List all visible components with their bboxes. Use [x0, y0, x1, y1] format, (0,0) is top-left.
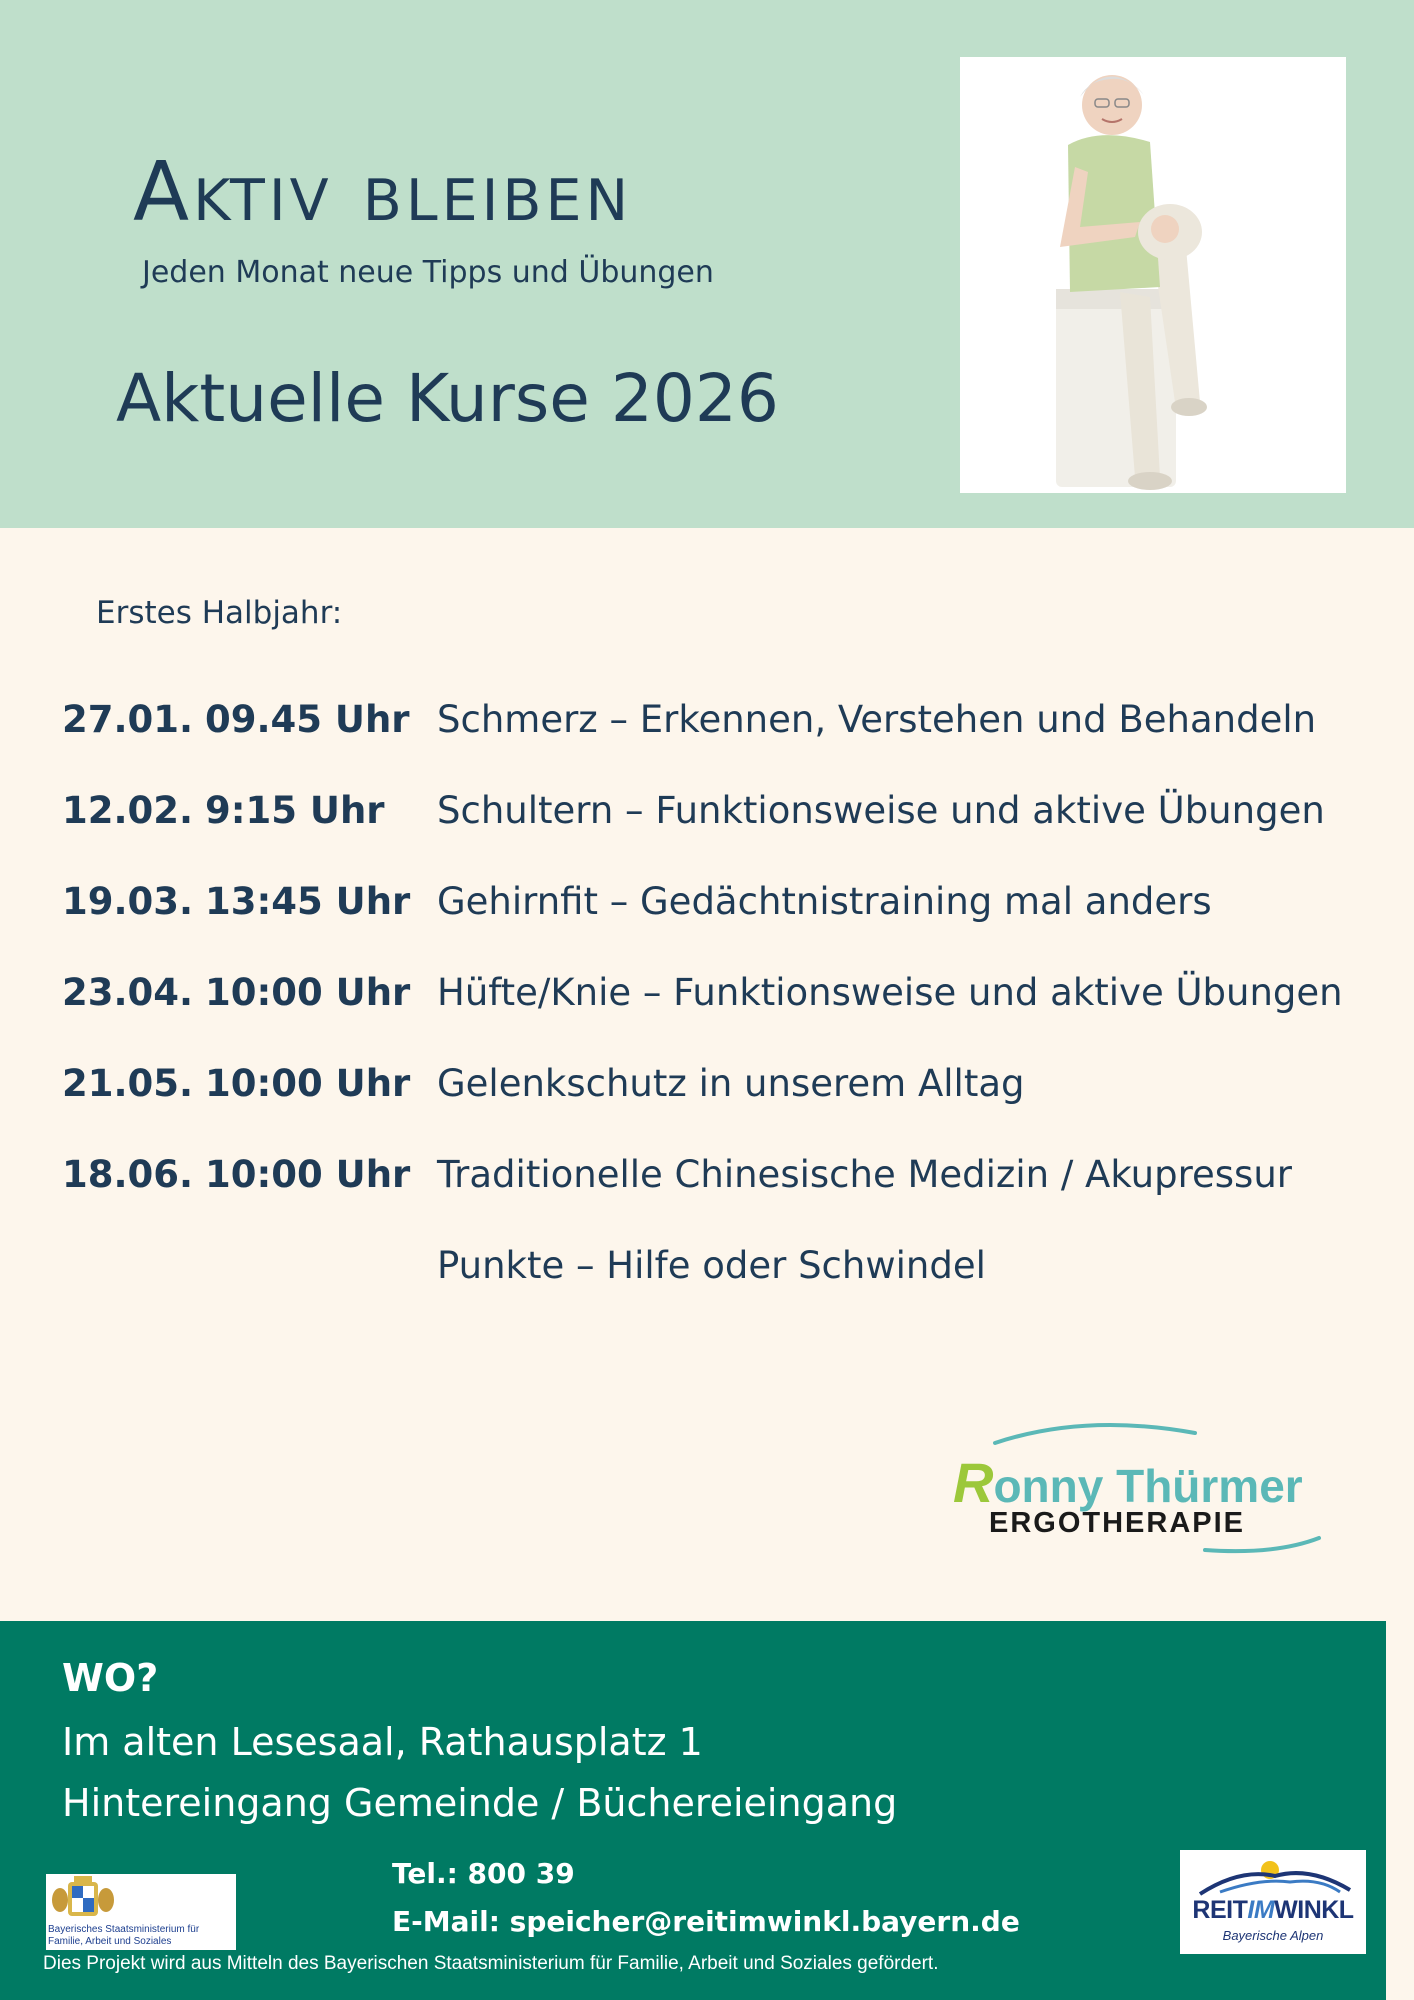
ministry-line: Bayerisches Staatsministerium für [48, 1924, 200, 1935]
funding-note: Dies Projekt wird aus Mitteln des Bayerischen Staatsministerium für Familie, Arbeit und Soziales gefördert. [43, 1953, 939, 1974]
course-time: 09.45 Uhr [205, 698, 410, 741]
course-time: 10:00 Uhr [205, 1153, 411, 1196]
page-title [133, 145, 632, 240]
title-text: Aktiv bleiben [133, 145, 633, 240]
course-date: 12.02. [62, 789, 194, 832]
course-topic: Schultern – Funktionsweise und aktive Übungen [437, 789, 1325, 832]
photo-illustration [960, 57, 1346, 493]
address-line: Hintereingang Gemeinde / Büchereieingang [62, 1781, 898, 1825]
mountain-sun-icon [1180, 1850, 1366, 1900]
schedule-row [0, 1244, 1414, 1304]
schedule-row [0, 698, 1414, 758]
course-topic: Traditionelle Chinesische Medizin / Akupressur [437, 1153, 1292, 1196]
course-topic: Gehirnfit – Gedächtnistraining mal anders [437, 880, 1212, 923]
logo-initial: R [953, 1451, 994, 1514]
course-time: 9:15 Uhr [205, 789, 385, 832]
logo-name [953, 1450, 1303, 1515]
ergotherapie-logo [935, 1415, 1335, 1565]
schedule-row [0, 1153, 1414, 1213]
bavarian-crest-icon [48, 1876, 118, 1922]
course-time: 10:00 Uhr [205, 1062, 411, 1105]
ministry-logo [46, 1874, 236, 1950]
course-topic: Hüfte/Knie – Funktionsweise und aktive Übungen [437, 971, 1343, 1014]
reit-name-part: IM [1247, 1896, 1275, 1924]
reit-name-part: REIT [1192, 1896, 1248, 1924]
course-topic: Schmerz – Erkennen, Verstehen und Behandeln [437, 698, 1317, 741]
logo-name-rest: onny Thürmer [993, 1460, 1303, 1512]
course-topic: Punkte – Hilfe oder Schwindel [437, 1244, 986, 1287]
reit-name-part: WINKL [1274, 1896, 1354, 1924]
ministry-line: Familie, Arbeit und Soziales [48, 1936, 172, 1947]
reit-subtitle: Bayerische Alpen [1222, 1928, 1324, 1943]
course-time: 13:45 Uhr [205, 880, 411, 923]
schedule-row [0, 880, 1414, 940]
page-subtitle: Jeden Monat neue Tipps und Übungen [142, 255, 714, 290]
address-line: Im alten Lesesaal, Rathausplatz 1 [62, 1720, 703, 1764]
courses-heading: Aktuelle Kurse 2026 [116, 360, 779, 437]
course-topic: Gelenkschutz in unserem Alltag [437, 1062, 1025, 1105]
course-date: 21.05. [62, 1062, 194, 1105]
schedule-row [0, 789, 1414, 849]
reit-name [1180, 1896, 1366, 1925]
course-date: 27.01. [62, 698, 194, 741]
course-time: 10:00 Uhr [205, 971, 411, 1014]
course-date: 19.03. [62, 880, 194, 923]
phone-number: Tel.: 800 39 [392, 1857, 575, 1890]
schedule-row [0, 1062, 1414, 1122]
reit-im-winkl-logo [1180, 1850, 1366, 1954]
course-date: 18.06. [62, 1153, 194, 1196]
ministry-name [48, 1924, 199, 1948]
schedule-row [0, 971, 1414, 1031]
senior-woman-photo [960, 57, 1346, 493]
course-date: 23.04. [62, 971, 194, 1014]
where-label: WO? [62, 1656, 159, 1700]
logo-subtitle: ERGOTHERAPIE [989, 1507, 1246, 1539]
email-address: E-Mail: speicher@reitimwinkl.bayern.de [392, 1905, 1020, 1938]
half-year-label: Erstes Halbjahr: [96, 595, 343, 631]
